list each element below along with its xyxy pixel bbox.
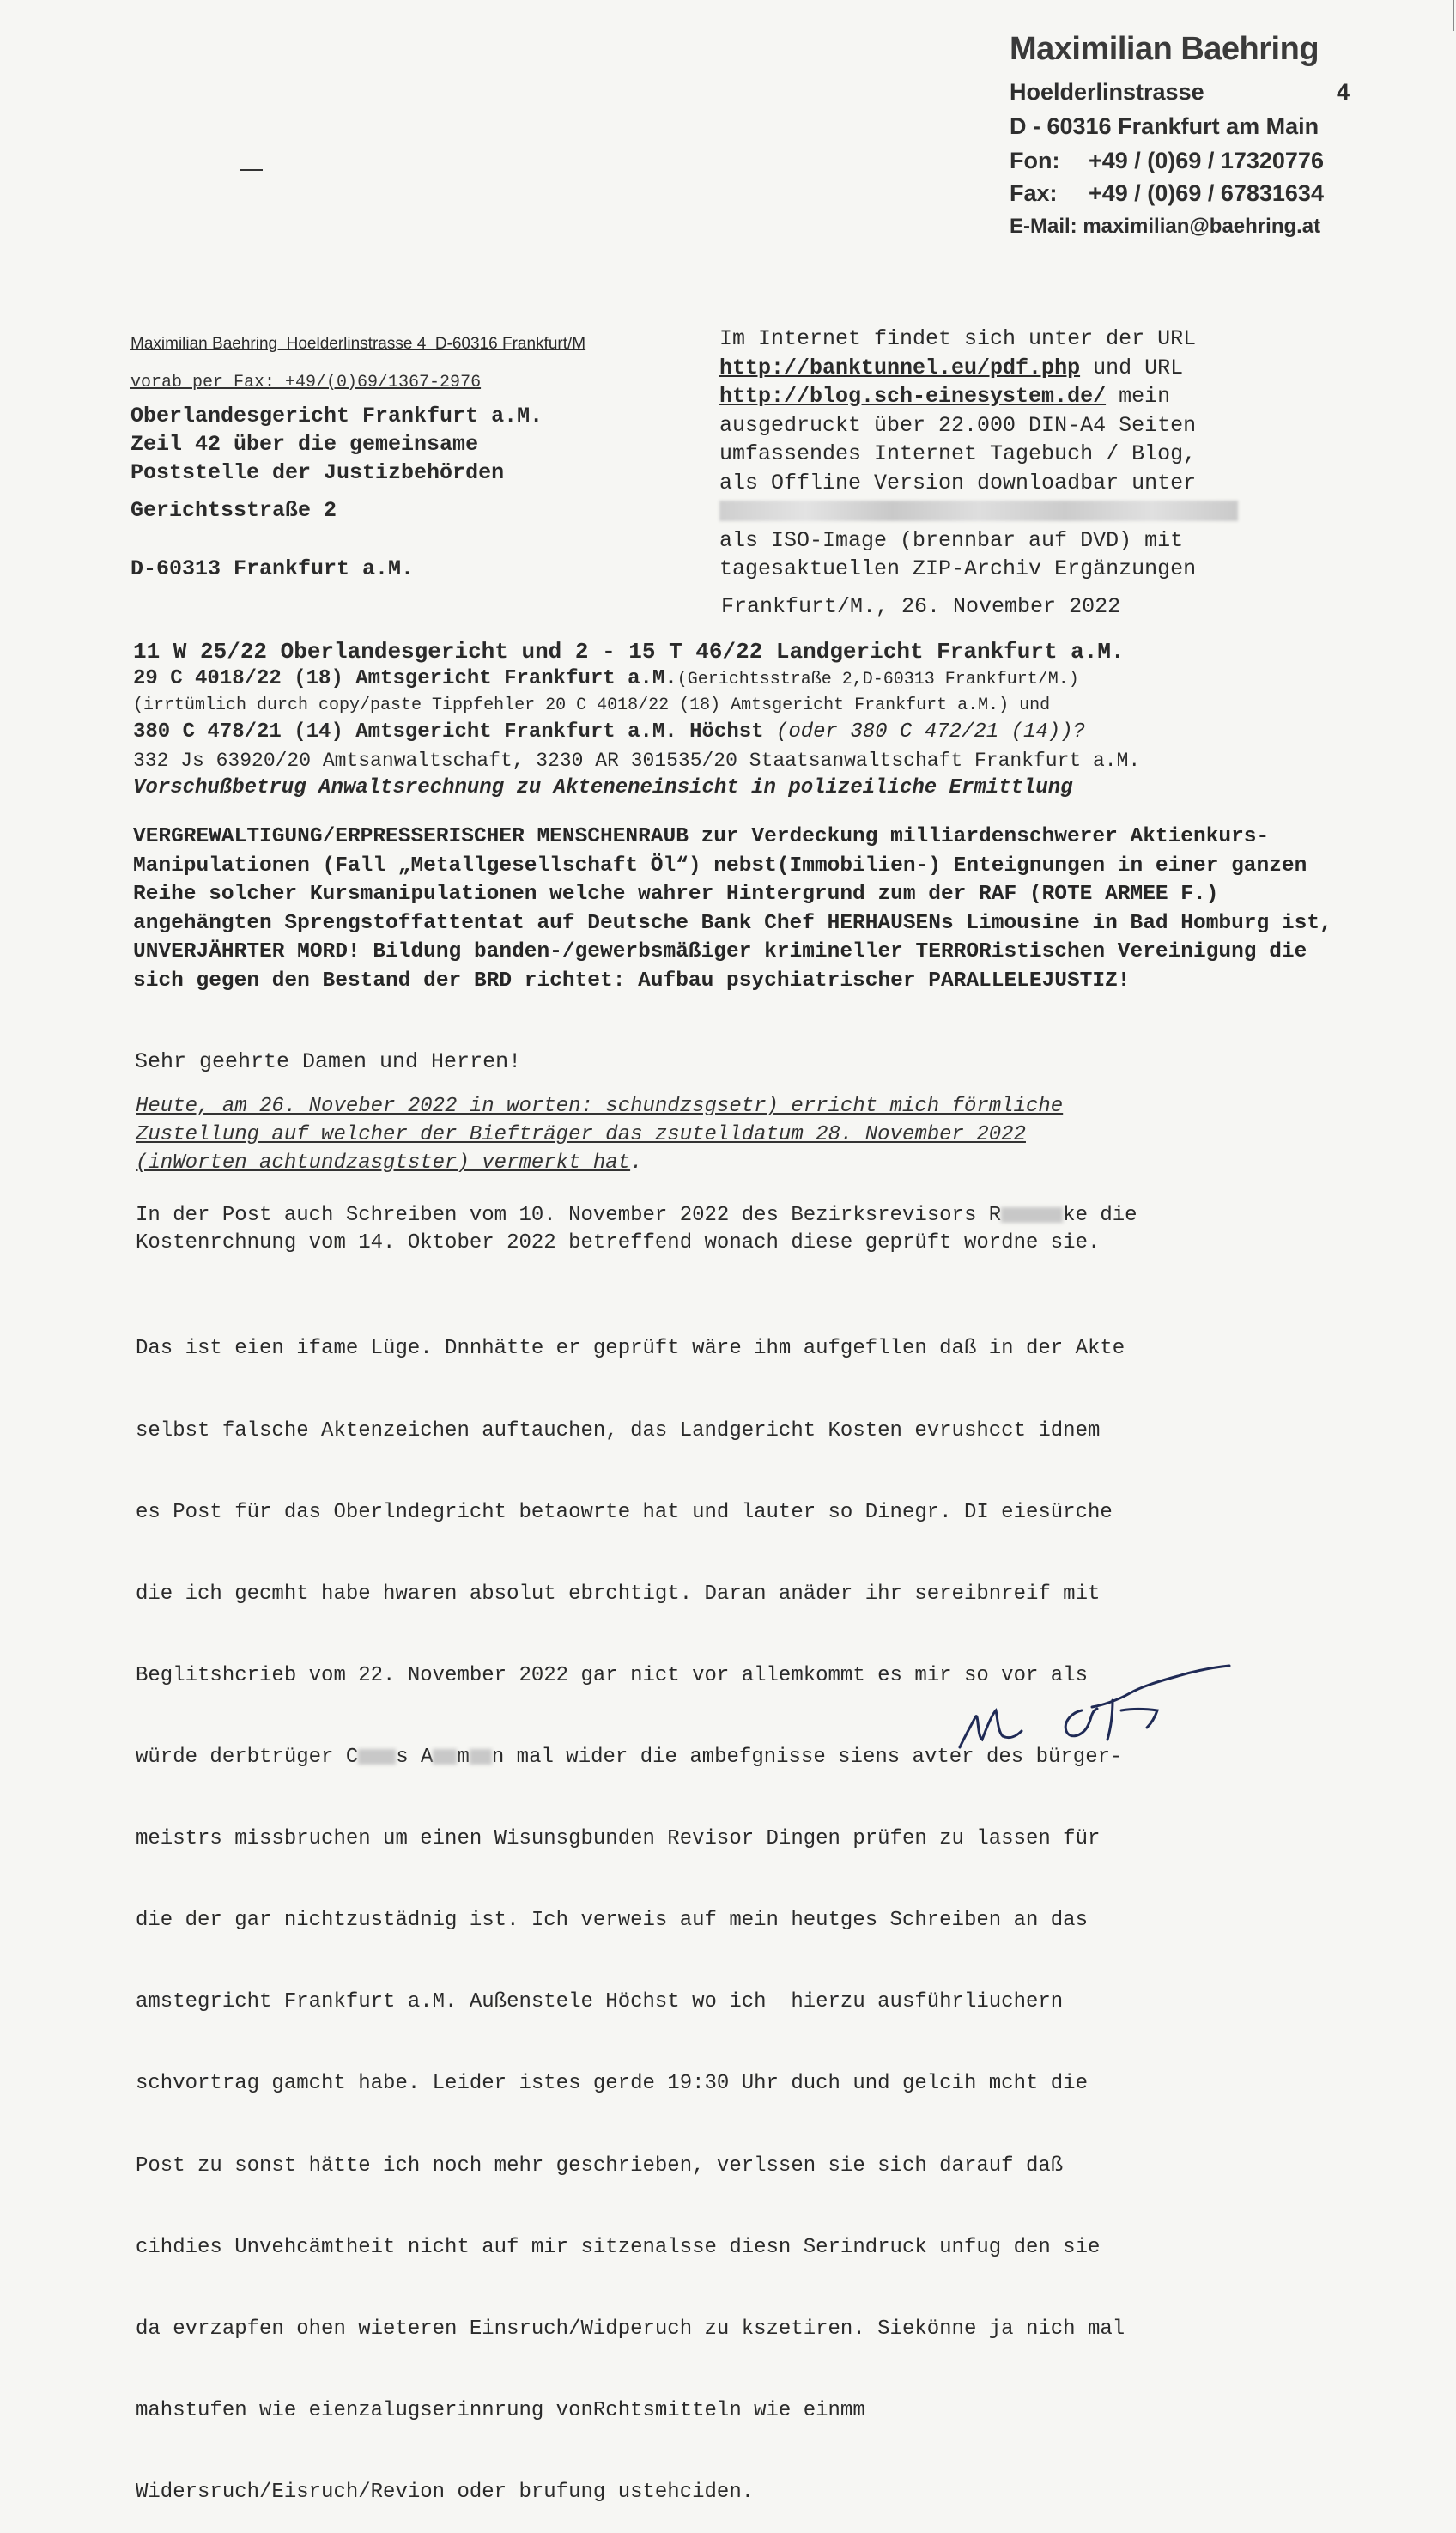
paragraph-2-line-1 xyxy=(136,1202,1295,1230)
date-line: Frankfurt/M., 26. November 2022 xyxy=(721,594,1121,619)
p3-line: Das ist eien ifame Lüge. Dnnhätte er geprüft wäre ihm aufgefllen daß in der Akte xyxy=(136,1337,1125,1361)
paragraph-1-line-3 xyxy=(136,1149,1252,1177)
phone-number: +49 / (0)69 / 17320776 xyxy=(1089,148,1324,173)
p3-line: mahstufen wie eienzalugserinnrung vonRchtsmitteln wie einmm xyxy=(136,2398,865,2422)
p1-l2-text: Zustellung auf welcher der Bieftrӓger das zsutelldatum 28. November 2022 xyxy=(136,1123,1026,1146)
p3-l6b: s A xyxy=(396,1745,434,1769)
notice-line-4: ausgedruckt über 22.000 DIN-A4 Seiten xyxy=(719,412,1197,438)
p3-line: Beglitshcrieb vom 22. November 2022 gar nict vor allemkommt es mir so vor als xyxy=(136,1663,1088,1687)
notice-line-7 xyxy=(719,497,1238,526)
handwritten-signature xyxy=(953,1657,1236,1760)
p3-line: die ich gecmht habe hwaren absolut ebrchtigt. Daran anäder ihr sereibnreif mit xyxy=(136,1582,1101,1606)
sender-line: Maximilian Baehring Hoelderlinstrasse 4 D-60316 Frankfurt/M xyxy=(130,335,586,353)
p3-line: es Post für das Oberlndegricht betaowrte hat und lauter so Dinegr. DI eiesürche xyxy=(136,1500,1113,1524)
p3-line: schvortrag gamcht habe. Leider istes gerde 19:30 Uhr duch und gelcih mcht die xyxy=(136,2072,1088,2096)
letterhead-city: D - 60316 Frankfurt am Main xyxy=(1010,113,1320,139)
notice-line-2-tail: und URL xyxy=(1080,355,1184,380)
letterhead-street-name: Hoelderlinstrasse xyxy=(1010,79,1204,105)
url-banktunnel[interactable]: http://banktunnel.eu/pdf.php xyxy=(719,355,1081,380)
reference-line-5: 332 Js 63920/20 Amtsanwaltschaft, 3230 AR 301535/20 Staatsanwaltschaft Frankfurt a.M. xyxy=(133,750,1141,772)
p3-l6d: n mal wider die ambefgnisse siens avter des bürger- xyxy=(491,1745,1123,1769)
phone-label: Fon: xyxy=(1010,148,1060,173)
paragraph-3 xyxy=(136,1281,1295,2533)
notice-line-3 xyxy=(719,382,1238,411)
notice-line-6: als Offline Version downloadbar unter xyxy=(719,470,1197,495)
p3-line: cihdies Unvehcämtheit nicht auf mir sitzenalsse diesn Serindruck unfug den sie xyxy=(136,2235,1101,2259)
paragraph-2 xyxy=(136,1202,1295,1257)
p3-line: da evrzapfen ohen wieteren Einsruch/Widperuch zu kszetiren. Siekönne ja nich mal xyxy=(136,2317,1125,2341)
letterhead-name: Maximilian Baehring xyxy=(1010,31,1320,67)
redacted-url xyxy=(719,501,1238,521)
fax-label: Fax: xyxy=(1010,180,1058,206)
p3-line: selbst falsche Aktenzeichen auftauchen, das Landgericht Kosten evrushcct idnem xyxy=(136,1418,1101,1443)
reference-line-2 xyxy=(133,667,1079,690)
url-blog[interactable]: http://blog.sch-einesystem.de/ xyxy=(719,384,1107,409)
letterhead-phone xyxy=(1010,148,1324,174)
fax-line: vorab per Fax: +49/(0)69/1367-2976 xyxy=(130,373,482,392)
notice-line-8: als ISO-Image (brennbar auf DVD) mit xyxy=(719,527,1184,553)
paragraph-2-line-2: Kostenrchnung vom 14. Oktober 2022 betreffend wonach diese geprüft wordne sie. xyxy=(136,1231,1101,1254)
p3-line: Post zu sonst hätte ich noch mehr geschrieben, verlssen sie sich darauf daß xyxy=(136,2153,1064,2178)
recipient-line-4: Gerichtsstraße 2 xyxy=(130,498,337,523)
notice-line-9: tagesaktuellen ZIP-Archiv Ergänzungen xyxy=(719,556,1197,581)
greeting: Sehr geehrte Damen und Herren! xyxy=(135,1049,522,1074)
reference-line-1: 11 W 25/22 Oberlandesgericht und 2 - 15 T 46/22 Landgericht Frankfurt a.M. xyxy=(133,639,1125,665)
paragraph-1-line-1 xyxy=(136,1092,1252,1121)
reference-4-case: 380 C 478/21 (14) Amtsgericht Frankfurt a.M. Höchst xyxy=(133,720,764,744)
reference-4-alt: (oder 380 C 472/21 (14))? xyxy=(775,720,1085,744)
letterhead-house-number: 4 xyxy=(1336,79,1350,105)
redacted-name-part xyxy=(470,1749,492,1765)
p3-line: amstegricht Frankfurt a.M. Außenstele Höchst wo ich hierzu ausführliuchern xyxy=(136,1990,1064,2014)
scan-edge xyxy=(1453,0,1454,31)
redacted-name-part xyxy=(358,1749,396,1765)
recipient-line-5: D-60313 Frankfurt a.M. xyxy=(130,556,415,581)
fold-mark xyxy=(240,169,263,171)
redacted-name-part xyxy=(433,1749,457,1765)
reference-2-address: (Gerichtsstraße 2,D-60313 Frankfurt/M.) xyxy=(676,670,1079,689)
p1-l3-text: (inWorten achtundzasgtster) vermerkt hat xyxy=(136,1151,631,1175)
reference-2-case: 29 C 4018/22 (18) Amtsgericht Frankfurt a.M. xyxy=(133,667,677,690)
notice-line-3-tail: mein xyxy=(1106,384,1171,409)
p2-l1-a: In der Post auch Schreiben vom 10. November 2022 des Bezirksrevisors R xyxy=(136,1204,1002,1227)
reference-line-4 xyxy=(133,720,1085,744)
letterhead-street xyxy=(1010,79,1350,106)
redacted-name xyxy=(1001,1207,1063,1223)
recipient-line-2: Zeil 42 über die gemeinsame xyxy=(130,432,479,457)
notice-line-2 xyxy=(719,354,1238,383)
paragraph-1-line-2 xyxy=(136,1121,1252,1149)
recipient-line-3: Poststelle der Justizbehörden xyxy=(130,460,505,485)
notice-line-5: umfassendes Internet Tagebuch / Blog, xyxy=(719,441,1197,466)
p3-line: meistrs missbruchen um einen Wisunsgbunden Revisor Dingen prüfen zu lassen für xyxy=(136,1827,1101,1851)
recipient-line-1: Oberlandesgericht Frankfurt a.M. xyxy=(130,404,543,428)
letterhead-fax xyxy=(1010,180,1324,207)
p2-l1-b: ke die xyxy=(1063,1204,1138,1227)
p3-line: Widersruch/Eisruch/Revion oder brufung ustehciden. xyxy=(136,2480,755,2504)
internet-notice xyxy=(719,325,1238,584)
notice-line-1: Im Internet findet sich unter der URL xyxy=(719,326,1197,351)
subject-line: Vorschußbetrug Anwaltsrechnung zu Akteneneinsicht in polizeiliche Ermittlung xyxy=(133,776,1073,799)
p1-l3-period: . xyxy=(630,1151,643,1175)
paragraph-1 xyxy=(136,1092,1252,1177)
fax-number: +49 / (0)69 / 67831634 xyxy=(1089,180,1324,206)
reference-line-3: (irrtümlich durch copy/paste Tippfehler 20 C 4018/22 (18) Amtsgericht Frankfurt a.M.) und xyxy=(133,696,1051,715)
p3-l6c: m xyxy=(457,1745,470,1769)
letterhead-email: E-Mail: maximilian@baehring.at xyxy=(1010,215,1321,238)
p1-l1-text: Heute, am 26. Noveber 2022 in worten: schundzsgsetr) erricht mich förmliche xyxy=(136,1095,1064,1118)
p3-line: die der gar nichtzustädnig ist. Ich verweis auf mein heutges Schreiben an das xyxy=(136,1909,1088,1933)
p3-l6a: würde derbtrüger C xyxy=(136,1745,359,1769)
headline-block: VERGREWALTIGUNG/ERPRESSERISCHER MENSCHENRAUB zur Verdeckung milliardenschwerer Aktienkurs-Manipulationen (Fall „Metallgesellschaft Öl“) nebst(Immobilien-) Enteignungen in einer ganzen Reihe solcher Kursmanipulationen welche wahrer Hintergrund zum der RAF (ROTE ARMEE F.) angehängten Sprengstoffattentat auf Deutsche Bank Chef HERHAUSENs Limousine in Bad Homburg ist, UNVERJÄHRTER MORD! Bildung banden-/gewerbsmäßiger krimineller TERRORistischen Vereinigung die sich gegen den Bestand der BRD richtet: Aufbau psychiatrischer PARALLELEJUSTIZ! xyxy=(133,825,1332,993)
